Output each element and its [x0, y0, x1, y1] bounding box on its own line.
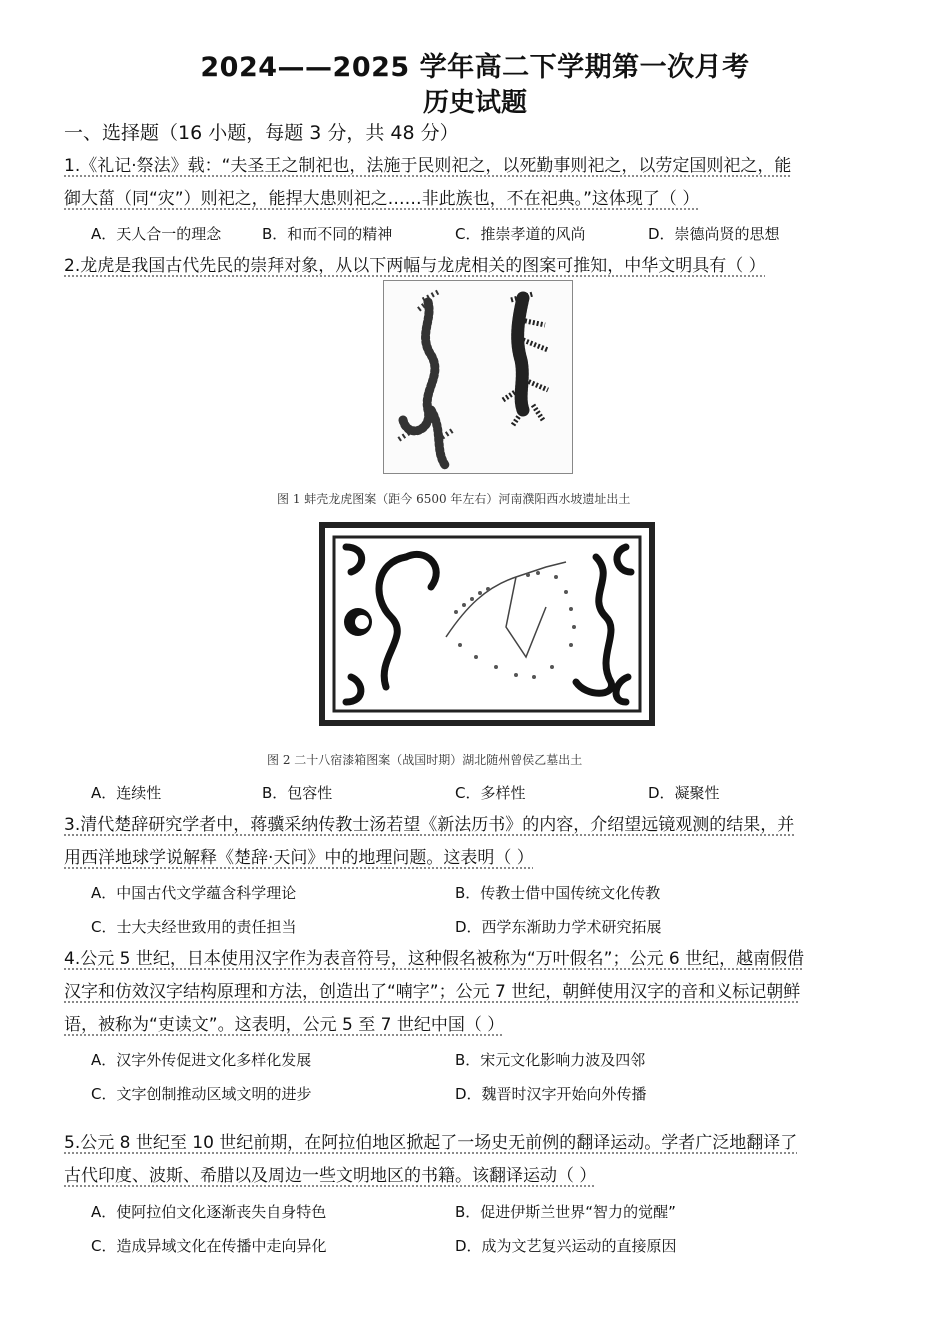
question-5-line-2: 古代印度、波斯、希腊以及周边一些文明地区的书籍。该翻译运动（ ）	[64, 1166, 597, 1186]
question-4-line-1: 4.公元 5 世纪，日本使用汉字作为表音符号，这种假名被称为“万叶假名”；公元 6 世纪，越南假借	[64, 949, 805, 969]
question-2-option-d: D．凝聚性	[648, 784, 720, 802]
figure-2-caption: 图 2 二十八宿漆箱图案（战国时期）湖北随州曾侯乙墓出土	[267, 753, 583, 767]
question-2-option-a: A．连续性	[91, 784, 162, 802]
question-4-option-a: A．汉字外传促进文化多样化发展	[91, 1051, 312, 1069]
question-3-line-2: 用西洋地球学说解释《楚辞·天问》中的地理问题。这表明（ ）	[64, 848, 534, 868]
question-3-option-b: B．传教士借中国传统文化传教	[455, 884, 661, 902]
question-5-option-c: C．造成异域文化在传播中走向异化	[91, 1237, 327, 1255]
question-2-line-1: 2.龙虎是我国古代先民的崇拜对象，从以下两幅与龙虎相关的图案可推知，中华文明具有（ ）	[64, 256, 766, 276]
question-5-option-b: B．促进伊斯兰世界“智力的觉醒”	[455, 1203, 676, 1221]
question-3-option-d: D．西学东渐助力学术研究拓展	[455, 918, 662, 936]
question-3-option-c: C．士大夫经世致用的责任担当	[91, 918, 297, 936]
question-1-option-b: B．和而不同的精神	[262, 225, 393, 243]
figure-1-caption: 图 1 蚌壳龙虎图案（距今 6500 年左右）河南濮阳西水坡遗址出土	[277, 492, 631, 506]
question-3-line-1: 3.清代楚辞研究学者中，蒋骥采纳传教士汤若望《新法历书》的内容，介绍望远镜观测的结果，并	[64, 815, 795, 835]
question-2-option-c: C．多样性	[455, 784, 526, 802]
question-1-line-1: 1.《礼记·祭法》载：“夫圣王之制祀也，法施于民则祀之，以死勤事则祀之，以劳定国则祀之，能	[64, 156, 792, 176]
question-5-option-d: D．成为文艺复兴运动的直接原因	[455, 1237, 677, 1255]
figure-2-lacquer-box-image	[316, 517, 658, 731]
question-3-option-a: A．中国古代文学蕴含科学理论	[91, 884, 297, 902]
exam-title: 2024——2025 学年高二下学期第一次月考	[200, 52, 750, 83]
figure-1-dragon-tiger-image	[383, 280, 573, 474]
exam-subject-title: 历史试题	[422, 88, 527, 118]
question-1-option-d: D．崇德尚贤的思想	[648, 225, 780, 243]
question-2-option-b: B．包容性	[262, 784, 333, 802]
question-4-line-3: 语，被称为“吏读文”。这表明，公元 5 至 7 世纪中国（ ）	[64, 1015, 505, 1035]
question-5-option-a: A．使阿拉伯文化逐渐丧失自身特色	[91, 1203, 327, 1221]
question-4-option-d: D．魏晋时汉字开始向外传播	[455, 1085, 647, 1103]
question-5-line-1: 5.公元 8 世纪至 10 世纪前期，在阿拉伯地区掀起了一场史无前例的翻译运动。学者广泛地翻译了	[64, 1133, 798, 1153]
question-1-option-a: A．天人合一的理念	[91, 225, 222, 243]
question-4-option-c: C．文字创制推动区域文明的进步	[91, 1085, 312, 1103]
question-4-line-2: 汉字和仿效汉字结构原理和方法，创造出了“喃字”；公元 7 世纪，朝鲜使用汉字的音和义标记朝鲜	[64, 982, 801, 1002]
question-1-option-c: C．推崇孝道的风尚	[455, 225, 586, 243]
question-4-option-b: B．宋元文化影响力波及四邻	[455, 1051, 646, 1069]
section-heading: 一、选择题（16 小题，每题 3 分，共 48 分）	[64, 122, 459, 144]
question-1-line-2: 御大菑（同“灾”）则祀之，能捍大患则祀之……非此族也，不在祀典。”这体现了（ ）	[64, 189, 700, 209]
